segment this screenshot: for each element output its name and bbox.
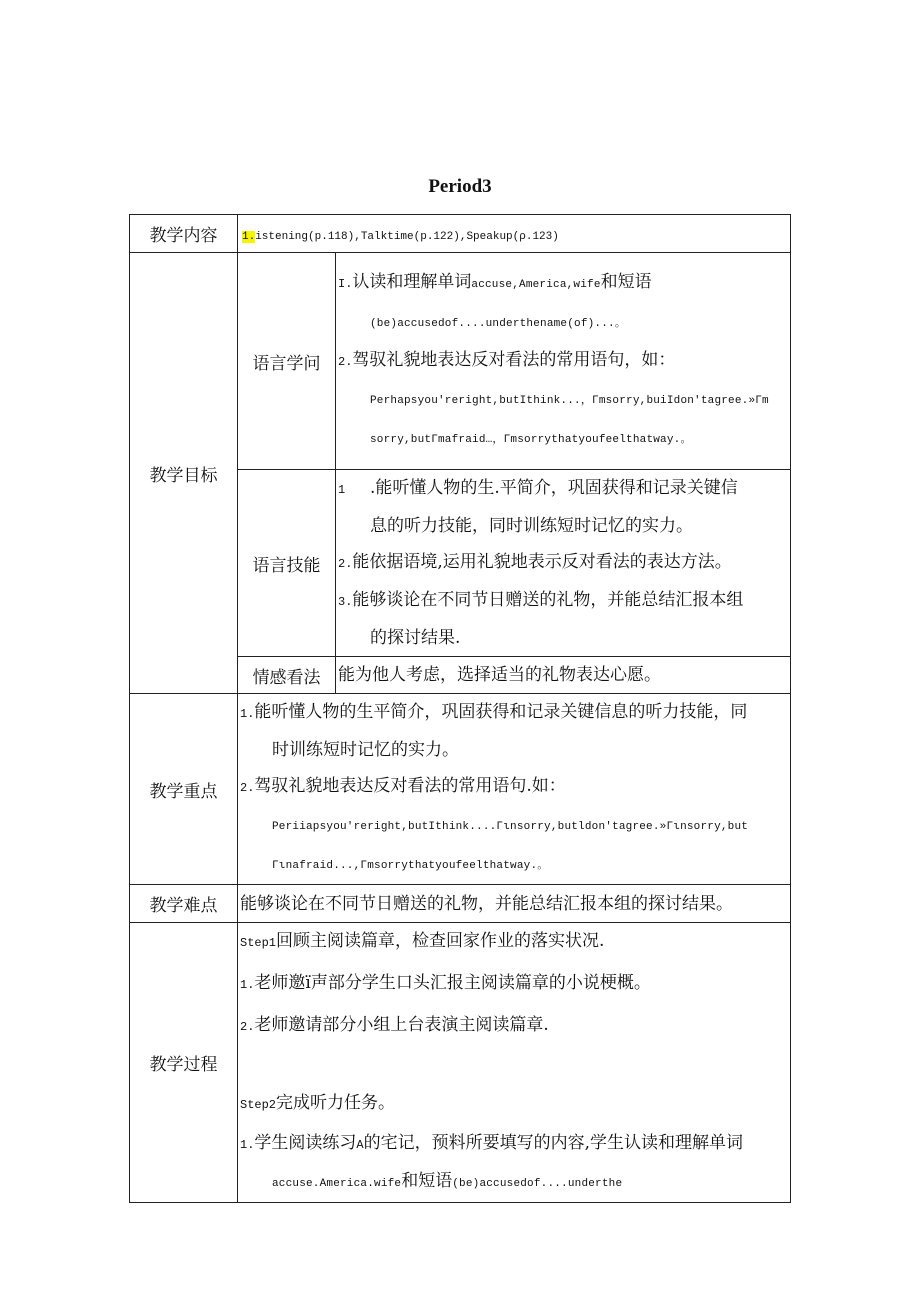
lk-en-1: accuse,America,wife [471, 279, 601, 291]
lk-text-3: 驾驭礼貌地表达反对看法的常用语句，如： [352, 350, 676, 370]
ls-line-3 [338, 544, 790, 582]
kp-line-2 [240, 732, 790, 768]
pr-s1-text2: 老师邀请部分小组上台表演主阅读篇章. [254, 1015, 549, 1035]
ls-line-4 [338, 582, 790, 620]
ls-text-3: 能依据语境,运用礼貌地表示反对看法的表达方法。 [352, 552, 732, 572]
lk-text-1b: 和短语 [600, 272, 652, 292]
pr-step1-tag: Step1 [240, 936, 277, 950]
ls-text-2: 息的听力技能，同时训练短时记忆的实力。 [370, 516, 693, 536]
label-content: 教学内容 [130, 215, 238, 253]
ls-text-4: 能够谈论在不同节日赠送的礼物，并能总结汇报本组 [352, 590, 744, 610]
pr-s1-text1: 老师邀ï声部分学生口头汇报主阅读篇章的小说梗概。 [254, 973, 651, 993]
pr-s2-item1 [240, 1125, 790, 1163]
ls-num-3: 2. [338, 557, 353, 571]
pr-s1-num2: 2. [240, 1020, 255, 1034]
ls-num-4: 3. [338, 595, 353, 609]
ls-line-5 [338, 620, 790, 656]
label-difficulties: 教学难点 [130, 885, 238, 923]
highlight-marker: 1. [242, 231, 256, 243]
pr-s1-num1: 1. [240, 978, 255, 992]
pr-step1 [240, 923, 790, 961]
pr-s2-en2: (be)accusedof....underthe [452, 1178, 623, 1190]
ls-line-1 [338, 470, 790, 508]
pr-s2-text1b: 的宅记，预料所要填写的内容,学生认读和理解单词 [363, 1133, 744, 1153]
lk-num-3: 2. [338, 355, 353, 369]
content-cell [238, 215, 791, 253]
language-knowledge-cell [336, 253, 791, 470]
lesson-plan-table [129, 214, 791, 1203]
lk-line-3 [338, 342, 790, 380]
pr-step1-text: 回顾主阅读篇章，检查回家作业的落实状况. [276, 931, 605, 951]
lk-text-1: 认读和理解单词 [352, 272, 472, 292]
content-text: istening(p.118),Talktime(p.122),Speakup(ρ.123) [255, 231, 559, 243]
pr-s2-en: accuse.America.wife [272, 1178, 402, 1190]
ls-text-5: 的探讨结果. [370, 628, 461, 648]
pr-s2-text2: 和短语 [401, 1171, 453, 1191]
language-skills-cell [336, 470, 791, 657]
lk-num-1: I. [338, 277, 353, 291]
label-process: 教学过程 [130, 923, 238, 1203]
kp-en-4: Periiapsyou'reright,butIthink....Γιnsorry,butldon'tagree.»Γιnsorry,but [272, 821, 749, 833]
process-cell [238, 923, 791, 1203]
lk-en-4: Perhapsyou'reright,butIthink...，Γmsorry,buiIdon'tagree.»Γm [370, 395, 769, 407]
row-difficulties [130, 885, 791, 923]
ls-num-1: 1 [338, 483, 346, 497]
label-language-skills: 语言技能 [238, 470, 336, 657]
kp-line-5 [240, 845, 790, 884]
lk-en-2: (be)accusedof....underthename(of)...。 [370, 318, 627, 330]
lk-line-5 [338, 419, 790, 458]
pr-step2-text: 完成听力任务。 [276, 1093, 396, 1113]
attitude-text: 能为他人考虑，选择适当的礼物表达心愿。 [336, 657, 791, 694]
label-language-knowledge: 语言学问 [238, 253, 336, 470]
page-title: Period3 [428, 176, 492, 197]
difficulties-text: 能够谈论在不同节日赠送的礼物，并能总结汇报本组的探讨结果。 [238, 885, 791, 923]
kp-line-3 [240, 768, 790, 806]
row-content [130, 215, 791, 253]
kp-line-4 [240, 806, 790, 845]
kp-line-1 [240, 694, 790, 732]
pr-step2-tag: Step2 [240, 1098, 277, 1112]
lk-line-4 [338, 380, 790, 419]
pr-s2-num1: 1. [240, 1138, 255, 1152]
pr-s1-item2 [240, 1007, 790, 1045]
pr-s2-text1: 学生阅读练习 [254, 1133, 357, 1153]
lk-line-2 [338, 303, 790, 342]
row-language-knowledge [130, 253, 791, 470]
pr-s2-item2 [240, 1163, 790, 1202]
kp-text-1: 能听懂人物的生平简介，巩固获得和记录关键信息的听力技能，同 [254, 702, 748, 722]
ls-text-1: .能听懂人物的生.平简介，巩固获得和记录关键信 [370, 478, 738, 498]
lk-en-5: sorry,butΓmafraid…，Γmsorrythatyoufeelthatway.。 [370, 434, 692, 446]
kp-text-2: 时训练短时记忆的实力。 [272, 740, 459, 760]
lk-line-1 [338, 264, 790, 303]
kp-text-3: 驾驭礼貌地表达反对看法的常用语句.如： [254, 776, 566, 796]
kp-num-3: 2. [240, 781, 255, 795]
key-points-cell [238, 694, 791, 885]
pr-s2-a: A [356, 1138, 364, 1152]
label-attitude: 情感看法 [238, 657, 336, 694]
kp-num-1: 1. [240, 707, 255, 721]
pr-step2 [240, 1085, 790, 1123]
row-key-points [130, 694, 791, 885]
label-key-points: 教学重点 [130, 694, 238, 885]
pr-s1-item1 [240, 965, 790, 1003]
row-process [130, 923, 791, 1203]
label-objectives: 教学目标 [130, 253, 238, 694]
kp-en-5: Γιnafraid...,Γmsorrythatyoufeelthatway.。 [272, 860, 549, 872]
ls-line-2 [338, 508, 790, 544]
